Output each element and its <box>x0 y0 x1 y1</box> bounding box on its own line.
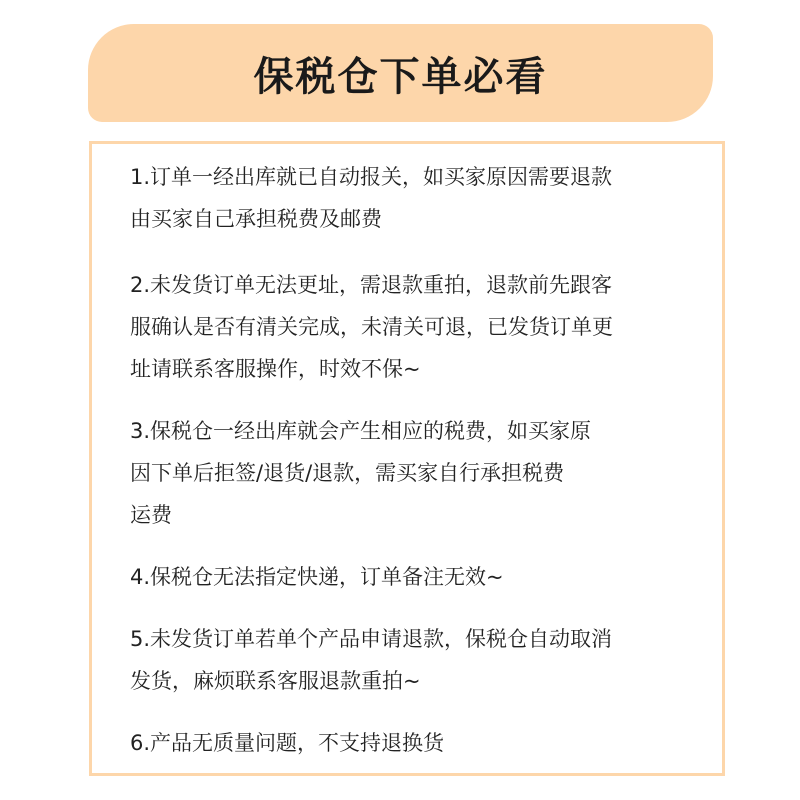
notice-line: 服确认是否有清关完成，未清关可退，已发货订单更 <box>130 315 613 339</box>
notice-line: 因下单后拒签/退货/退款，需买家自行承担税费 <box>130 461 565 485</box>
notice-line: 3.保税仓一经出库就会产生相应的税费，如买家原 <box>130 419 592 443</box>
notice-line: 5.未发货订单若单个产品申请退款，保税仓自动取消 <box>130 627 613 651</box>
notice-item-6 <box>130 722 710 764</box>
notice-line: 址请联系客服操作，时效不保~ <box>130 357 421 381</box>
notice-line: 6.产品无质量问题，不支持退换货 <box>130 731 445 755</box>
notice-line: 1.订单一经出库就已自动报关，如买家原因需要退款 <box>130 165 613 189</box>
title-banner <box>88 24 713 122</box>
notice-line: 2.未发货订单无法更址，需退款重拍，退款前先跟客 <box>130 273 613 297</box>
notice-item-2 <box>130 264 710 390</box>
notice-line: 运费 <box>130 503 172 527</box>
notice-item-1 <box>130 156 710 240</box>
notice-line: 4.保税仓无法指定快递，订单备注无效~ <box>130 565 504 589</box>
notice-item-4 <box>130 556 710 598</box>
page-title: 保税仓下单必看 <box>253 53 548 100</box>
notice-line: 发货，麻烦联系客服退款重拍~ <box>130 669 421 693</box>
notice-item-5 <box>130 618 710 702</box>
notice-line: 由买家自己承担税费及邮费 <box>130 207 382 231</box>
notice-item-3 <box>130 410 710 536</box>
